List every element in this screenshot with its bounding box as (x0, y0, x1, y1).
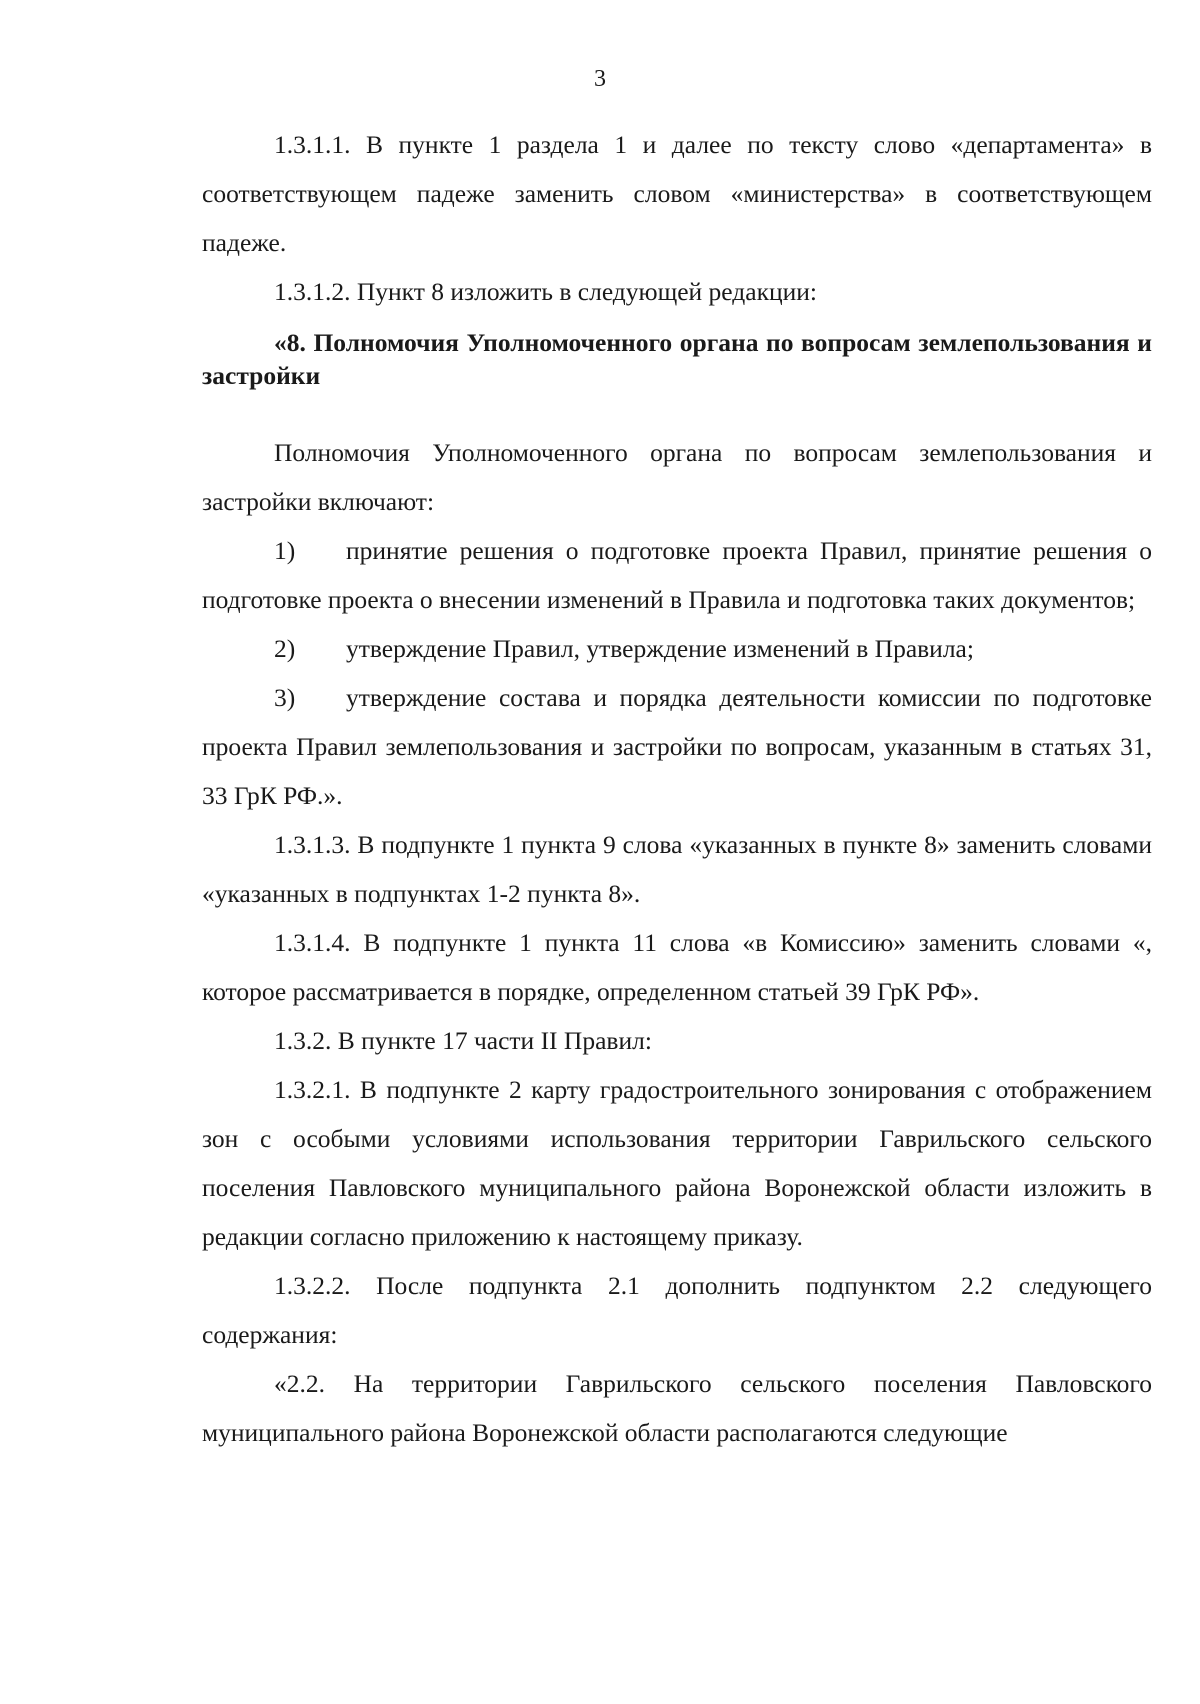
list-item-number: 2) (274, 634, 296, 663)
paragraph-1-3-1-3: 1.3.1.3. В подпункте 1 пункта 9 слова «указанных в пункте 8» заменить словами «указанных в подпунктах 1-2 пункта 8». (202, 830, 1152, 908)
list-item (202, 624, 1152, 673)
paragraph-1-3-1-4: 1.3.1.4. В подпункте 1 пункта 11 слова «в Комиссию» заменить словами «, которое рассматривается в порядке, определенном статьей 39 ГрК РФ». (202, 928, 1152, 1006)
list-item-text: утверждение состава и порядка деятельности комиссии по подготовке проекта Правил землепользования и застройки по вопросам, указанным в статьях 31, 33 ГрК РФ.». (202, 683, 1152, 810)
paragraph-powers-intro: Полномочия Уполномоченного органа по вопросам землепользования и застройки включают: (202, 438, 1152, 516)
paragraph-1-3-2-2: 1.3.2.2. После подпункта 2.1 дополнить подпунктом 2.2 следующего содержания: (202, 1271, 1152, 1349)
page-number: 3 (594, 66, 606, 92)
list-item-text: принятие решения о подготовке проекта Правил, принятие решения о подготовке проекта о внесении изменений в Правила и подготовка таких документов; (202, 536, 1152, 614)
list-item-number: 3) (274, 683, 296, 712)
list-item-number: 1) (274, 536, 296, 565)
paragraph-1-3-1-2: 1.3.1.2. Пункт 8 изложить в следующей редакции: (274, 277, 817, 306)
list-item (202, 526, 1152, 624)
paragraph-1-3-1-1: 1.3.1.1. В пункте 1 раздела 1 и далее по тексту слово «департамента» в соответствующем падеже заменить словом «министерства» в соответствующем падеже. (202, 130, 1152, 257)
paragraph-1-3-2: 1.3.2. В пункте 17 части II Правил: (274, 1026, 652, 1055)
list-item (202, 673, 1152, 820)
list-item-text: утверждение Правил, утверждение изменений в Правила; (346, 634, 974, 663)
section-heading: «8. Полномочия Уполномоченного органа по вопросам землепользования и застройки (202, 328, 1152, 390)
paragraph-1-3-2-1: 1.3.2.1. В подпункте 2 карту градостроительного зонирования с отображением зон с особыми условиями использования территории Гаврильского сельского поселения Павловского муниципального района Воронежской области изложить в редакции согласно приложению к настоящему приказу. (202, 1075, 1152, 1251)
document-body (202, 120, 1152, 1457)
paragraph-2-2: «2.2. На территории Гаврильского сельского поселения Павловского муниципального района Воронежской области располагаются следующие (202, 1369, 1152, 1447)
